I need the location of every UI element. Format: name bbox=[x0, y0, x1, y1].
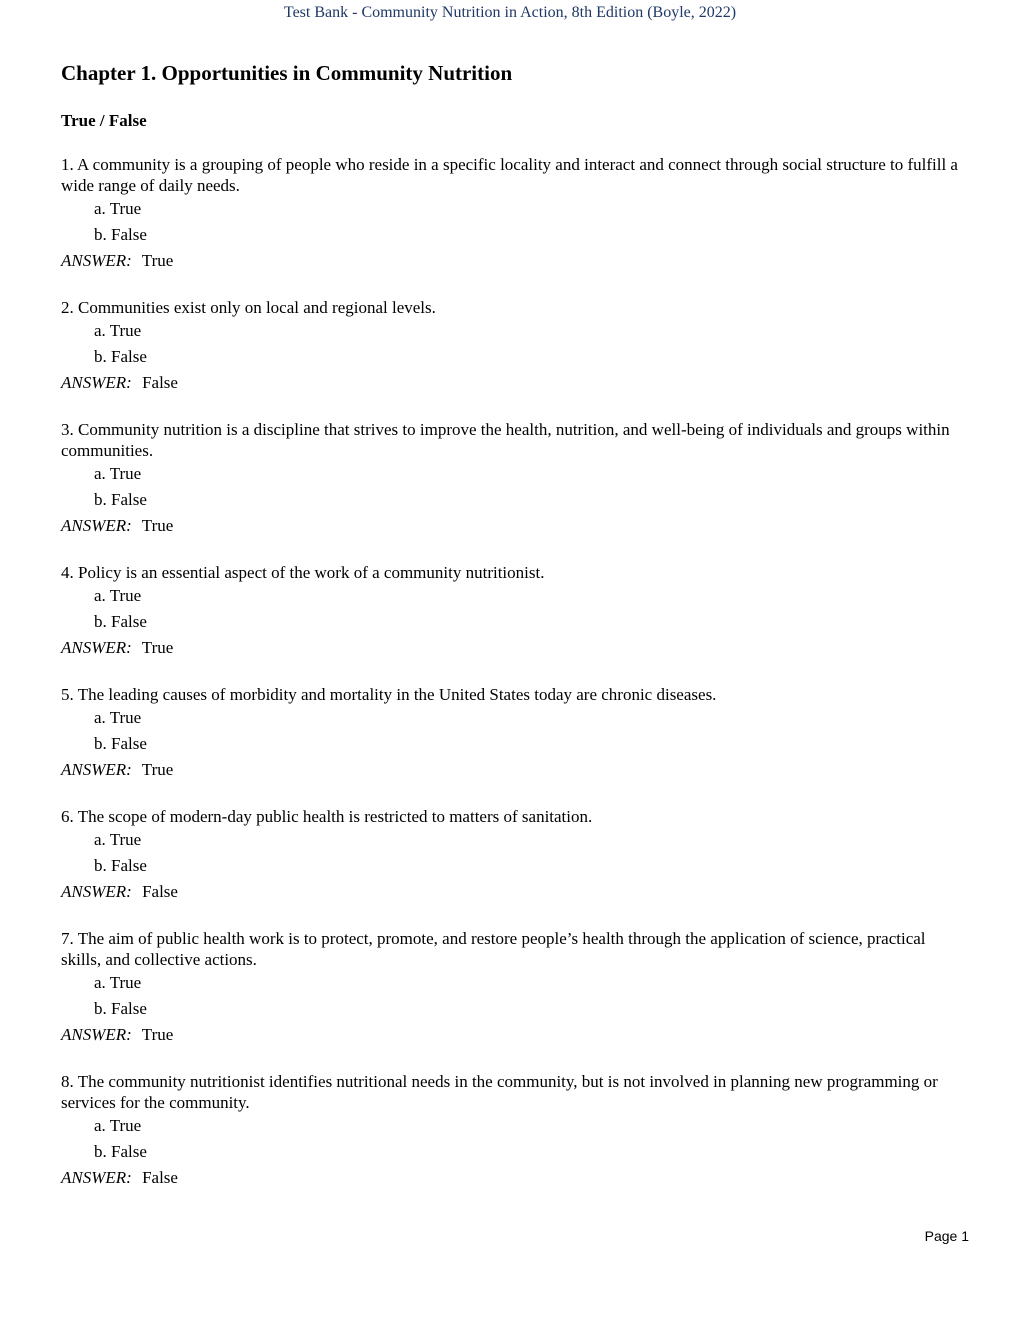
answer-line bbox=[61, 248, 961, 274]
option-false: b. False bbox=[94, 734, 147, 753]
option-false: b. False bbox=[94, 856, 147, 875]
option-true: a. True bbox=[94, 199, 142, 218]
answer-label: ANSWER: bbox=[61, 1025, 132, 1044]
answer-line bbox=[61, 635, 961, 661]
answer-label: ANSWER: bbox=[61, 251, 132, 270]
page-number: Page 1 bbox=[924, 1228, 969, 1244]
option-false: b. False bbox=[94, 1142, 147, 1161]
question-3 bbox=[61, 419, 961, 539]
question-text: 4. Policy is an essential aspect of the work of a community nutritionist. bbox=[61, 563, 545, 582]
answer-label: ANSWER: bbox=[61, 638, 132, 657]
answer-line bbox=[61, 1022, 961, 1048]
question-text: 3. Community nutrition is a discipline that strives to improve the health, nutrition, and well-being of individuals and groups within communities. bbox=[61, 420, 950, 460]
option-true: a. True bbox=[94, 1116, 142, 1135]
question-text: 7. The aim of public health work is to protect, promote, and restore people’s health through the application of science, practical skills, and collective actions. bbox=[61, 929, 926, 969]
answer-label: ANSWER: bbox=[61, 760, 132, 779]
question-7 bbox=[61, 928, 961, 1048]
document-body bbox=[61, 58, 961, 1191]
answer-value: True bbox=[141, 1025, 174, 1044]
question-5 bbox=[61, 684, 961, 783]
option-true: a. True bbox=[94, 321, 142, 340]
answer-line bbox=[61, 370, 961, 396]
option-true: a. True bbox=[94, 830, 142, 849]
answer-label: ANSWER: bbox=[61, 373, 132, 392]
question-text: 8. The community nutritionist identifies nutritional needs in the community, but is not involved in planning new programming or services for the community. bbox=[61, 1072, 938, 1112]
answer-value: True bbox=[141, 638, 174, 657]
question-text: 2. Communities exist only on local and regional levels. bbox=[61, 298, 436, 317]
answer-value: True bbox=[141, 760, 174, 779]
answer-line bbox=[61, 513, 961, 539]
answer-line bbox=[61, 757, 961, 783]
question-2 bbox=[61, 297, 961, 396]
answer-value: False bbox=[142, 1168, 178, 1187]
answer-label: ANSWER: bbox=[61, 1168, 132, 1187]
option-false: b. False bbox=[94, 490, 147, 509]
question-text: 1. A community is a grouping of people who reside in a specific locality and interact and connect through social structure to fulfill a wide range of daily needs. bbox=[61, 155, 958, 195]
answer-label: ANSWER: bbox=[61, 882, 132, 901]
answer-label: ANSWER: bbox=[61, 516, 132, 535]
answer-value: True bbox=[141, 251, 174, 270]
option-false: b. False bbox=[94, 225, 147, 244]
option-true: a. True bbox=[94, 708, 142, 727]
section-heading: True / False bbox=[61, 111, 147, 130]
answer-line bbox=[61, 879, 961, 905]
option-false: b. False bbox=[94, 347, 147, 366]
option-true: a. True bbox=[94, 586, 142, 605]
answer-value: False bbox=[142, 373, 178, 392]
chapter-title: Chapter 1. Opportunities in Community Nutrition bbox=[61, 61, 513, 85]
question-6 bbox=[61, 806, 961, 905]
question-4 bbox=[61, 562, 961, 661]
answer-value: False bbox=[142, 882, 178, 901]
question-8 bbox=[61, 1071, 961, 1191]
running-header: Test Bank - Community Nutrition in Action, 8th Edition (Boyle, 2022) bbox=[283, 4, 737, 21]
option-false: b. False bbox=[94, 612, 147, 631]
option-true: a. True bbox=[94, 464, 142, 483]
question-text: 5. The leading causes of morbidity and mortality in the United States today are chronic diseases. bbox=[61, 685, 717, 704]
answer-line bbox=[61, 1165, 961, 1191]
question-text: 6. The scope of modern-day public health is restricted to matters of sanitation. bbox=[61, 807, 593, 826]
option-true: a. True bbox=[94, 973, 142, 992]
question-1 bbox=[61, 154, 961, 274]
option-false: b. False bbox=[94, 999, 147, 1018]
answer-value: True bbox=[141, 516, 174, 535]
